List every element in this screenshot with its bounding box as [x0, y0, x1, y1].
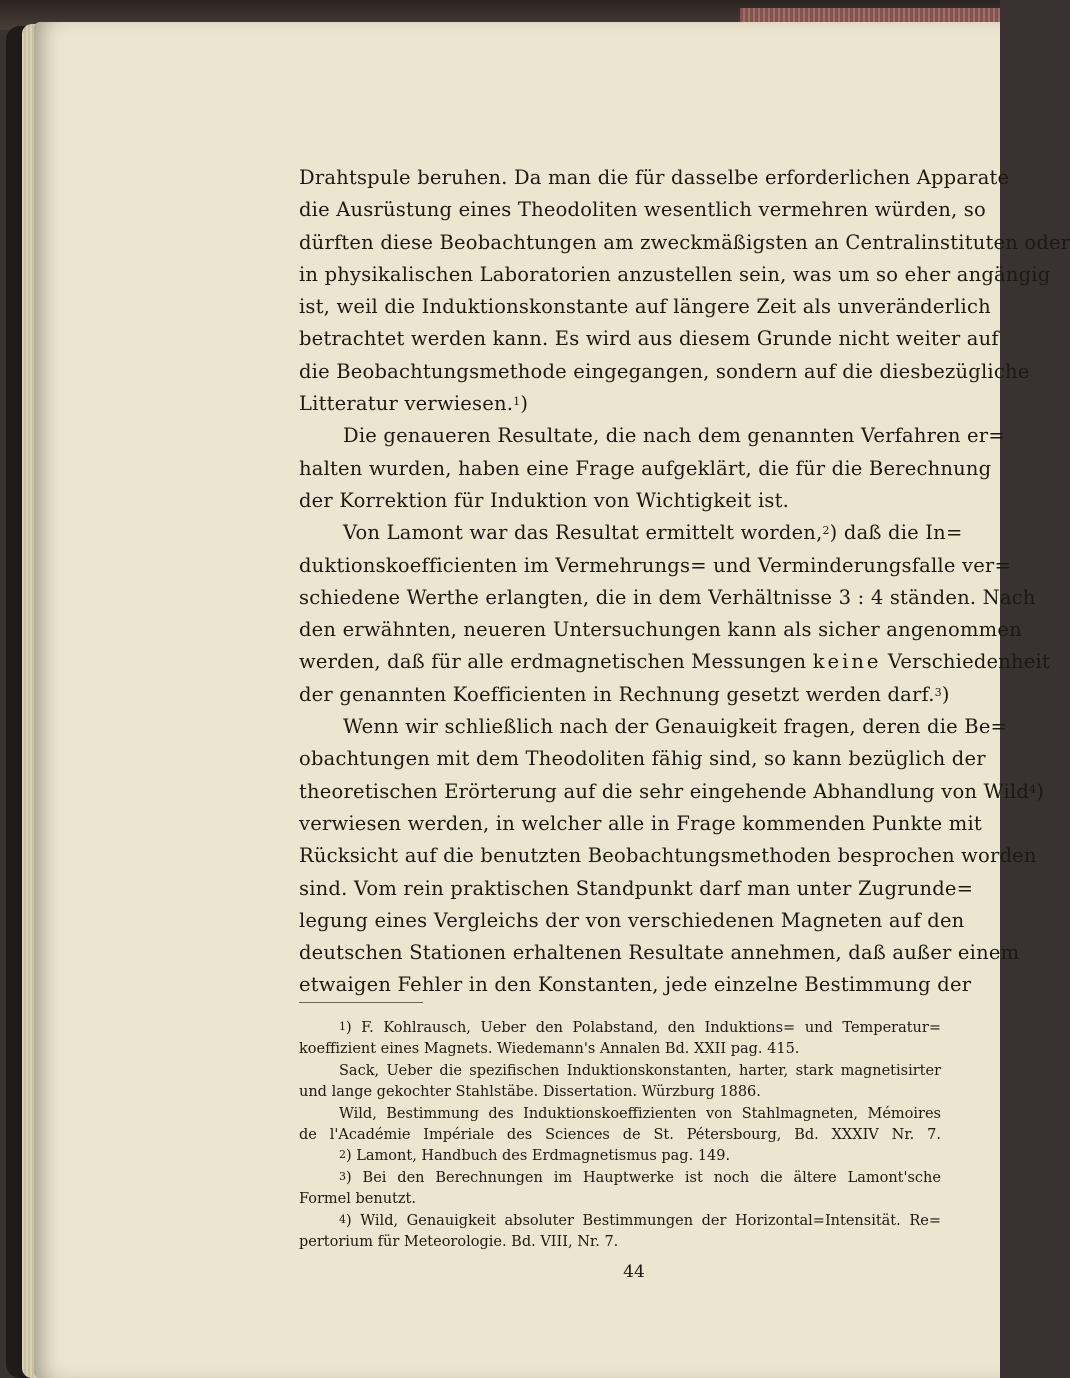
footnote-marker: 4	[1029, 782, 1037, 796]
footnote-line: de l'Académie Impériale des Sciences de St. Pétersbourg, Bd. XXXIV Nr. 7.	[299, 1126, 941, 1143]
footnote-divider	[299, 1002, 423, 1003]
line-text: der genannten Koefficienten in Rechnung gesetzt werden darf.	[299, 682, 935, 706]
text-line: Von Lamont war das Resultat ermittelt worden,$^2$) daß die In=	[343, 521, 963, 545]
text-line: der Korrektion für Induktion von Wichtigkeit ist.	[299, 488, 790, 512]
text-line: in physikalischen Laboratorien anzustellen sein, was um so eher angängig	[299, 262, 1051, 286]
text-line: sind. Vom rein praktischen Standpunkt darf man unter Zugrunde=	[299, 876, 974, 900]
text-line: dürften diese Beobachtungen am zweckmäßigsten an Centralinstituten oder	[299, 230, 1070, 254]
text-line: betrachtet werden kann. Es wird aus diesem Grunde nicht weiter auf	[299, 327, 999, 351]
footnote-text: Bei den Berechnungen im Hauptwerke ist noch die ältere Lamont'sche	[362, 1169, 941, 1186]
footnote-marker: 1	[339, 1020, 346, 1033]
text-line: ist, weil die Induktionskonstante auf längere Zeit als unveränderlich	[299, 295, 991, 319]
main-text	[299, 162, 1070, 1002]
footnote-line: $^2$) Lamont, Handbuch des Erdmagnetismus pag. 149.	[339, 1148, 731, 1165]
footnotes	[299, 1018, 941, 1253]
line-text: werden, daß für alle erdmagnetischen Messungen	[299, 650, 807, 674]
footnote-marker: 3	[934, 685, 942, 699]
footnote-line: Formel benutzt.	[299, 1191, 416, 1208]
text-line: Drahtspule beruhen. Da man die für dasselbe erforderlichen Apparate	[299, 166, 1010, 189]
text-line: Wenn wir schließlich nach der Genauigkeit fragen, deren die Be=	[343, 715, 1008, 739]
text-line: den erwähnten, neueren Untersuchungen kann als sicher angenommen	[299, 618, 1022, 642]
text-line: schiedene Werthe erlangten, die in dem Verhältnisse 3 : 4 ständen. Nach	[299, 585, 1036, 609]
footnote-line: koeffizient eines Magnets. Wiedemann's Annalen Bd. XXII pag. 415.	[299, 1041, 800, 1058]
footnote-marker: 1	[513, 395, 521, 409]
text-line: Litteratur verwiesen.$^1$)	[299, 392, 529, 416]
footnote-line: $^4$) Wild, Genauigkeit absoluter Bestimmungen der Horizontal=Intensität. Re=	[339, 1212, 941, 1229]
text-line: die Beobachtungsmethode eingegangen, sondern auf die diesbezügliche	[299, 359, 1030, 383]
page-number: 44	[623, 1262, 645, 1282]
footnote-line: Wild, Bestimmung des Induktionskoeffizienten von Stahlmagneten, Mémoires	[339, 1105, 941, 1122]
footnote-line: und lange gekochter Stahlstäbe. Dissertation. Würzburg 1886.	[299, 1084, 761, 1101]
footnote-marker: 3	[339, 1169, 346, 1183]
text-line: verwiesen werden, in welcher alle in Frage kommenden Punkte mit	[299, 811, 982, 835]
line-text: Verschiedenheit	[887, 650, 1051, 674]
text-line: duktionskoefficienten im Vermehrungs= und Verminderungsfalle ver=	[299, 553, 1011, 577]
footnote-marker: 2	[339, 1148, 346, 1162]
text-line: der genannten Koefficienten in Rechnung gesetzt werden darf.$^3$)	[299, 682, 950, 706]
emphasis-spaced: keine	[812, 650, 882, 674]
line-text: theoretischen Erörterung auf die sehr eingehende Abhandlung von Wild	[299, 779, 1030, 803]
text-line: die Ausrüstung eines Theodoliten wesentlich vermehren würden, so	[299, 198, 986, 222]
footnote-text: Lamont, Handbuch des Erdmagnetismus pag. 149.	[356, 1148, 731, 1165]
text-line: deutschen Stationen erhaltenen Resultate annehmen, daß außer einem	[299, 941, 1020, 965]
text-line: legung eines Vergleichs der von verschiedenen Magneten auf den	[299, 908, 965, 932]
text-line: etwaigen Fehler in den Konstanten, jede einzelne Bestimmung der	[299, 973, 972, 997]
text-line: Die genaueren Resultate, die nach dem genannten Verfahren er=	[343, 424, 1005, 448]
text-line: obachtungen mit dem Theodoliten fähig sind, so kann bezüglich der	[299, 747, 986, 771]
line-text: Litteratur verwiesen.	[299, 392, 514, 416]
footnote-text: Wild, Genauigkeit absoluter Bestimmungen der Horizontal=Intensität. Re=	[360, 1212, 941, 1229]
footnote-line: $^1$) F. Kohlrausch, Ueber den Polabstand, den Induktions= und Temperatur=	[339, 1020, 941, 1036]
text-line: Rücksicht auf die benutzten Beobachtungsmethoden besprochen worden	[299, 844, 1037, 868]
footnote-marker: 4	[339, 1212, 346, 1226]
text-line: theoretischen Erörterung auf die sehr eingehende Abhandlung von Wild$^4$)	[299, 779, 1045, 803]
line-text: Von Lamont war das Resultat ermittelt worden,	[343, 521, 823, 545]
footnote-line: $^3$) Bei den Berechnungen im Hauptwerke ist noch die ältere Lamont'sche	[339, 1169, 941, 1186]
footnote-line: pertorium für Meteorologie. Bd. VIII, Nr. 7.	[299, 1233, 619, 1250]
text-line	[299, 646, 1051, 678]
text-line: halten wurden, haben eine Frage aufgeklärt, die für die Berechnung	[299, 456, 992, 480]
footnote-marker: 2	[822, 524, 830, 538]
book-page	[34, 22, 1070, 1378]
footnote-text: F. Kohlrausch, Ueber den Polabstand, den Induktions= und Temperatur=	[361, 1020, 941, 1036]
line-text: daß die In=	[843, 521, 963, 545]
footnote-line: Sack, Ueber die spezifischen Induktionskonstanten, harter, stark magnetisirter	[339, 1062, 941, 1079]
